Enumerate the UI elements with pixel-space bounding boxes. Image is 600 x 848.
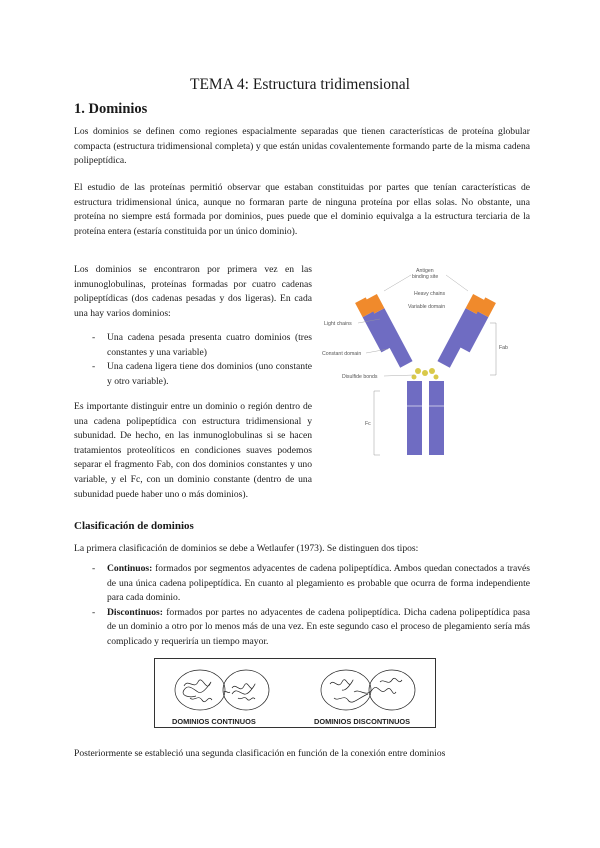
paragraph-study: El estudio de las proteínas permitió observar que estaban constituidas por partes que tenían características de estructura tridimensional única, aunque no formaran parte de ninguna proteína por ellas solas. No obstante, una proteína no siempre está formada por dominios, pues puede que el dominio equivalga a la estructura terciaria de la proteína entera (estaría constituida por un único dominio).	[74, 182, 530, 237]
paragraph-subunit: Es importante distinguir entre un dominio o región dentro de una cadena polipeptídica con estructura tridimensional y subunidad. De hecho, en las inmunoglobulinas si se hacen tratamientos proteolíticos en condiciones suaves podemos separar el fragmento Fab, con dos dominios constantes y uno variable, y el Fc, con un dominio constante (dentro de una subunidad puede haber uno o más dominios).	[74, 401, 312, 500]
list-item: - Una cadena ligera tiene dos dominios (uno constante y otro variable).	[74, 360, 312, 389]
paragraph-immunoglobulins: Los dominios se encontraron por primera vez en las inmunoglobulinas, proteínas formadas por cuatro cadenas polipeptídicas (dos cadenas pesadas y dos ligeras). En cada una hay varios dominios:	[74, 264, 312, 319]
paragraph-second-classification: Posteriormente se estableció una segunda clasificación en función de la conexión entre dominios	[74, 748, 446, 759]
label-antigen: Antigen	[416, 268, 434, 274]
term-continuous: Continuos:	[107, 563, 153, 574]
label-fc: Fc	[365, 421, 371, 427]
list-item-discontinuous	[74, 606, 530, 650]
caption-continuous: DOMINIOS CONTINUOS	[172, 717, 256, 726]
domain-types-list	[74, 562, 530, 650]
label-constant-domain: Constant domain	[322, 351, 362, 357]
ig-domain-list	[74, 331, 312, 389]
caption-discontinuous: DOMINIOS DISCONTINUOS	[314, 717, 411, 726]
heavy-chain-stem-right	[429, 381, 444, 455]
page-title: TEMA 4: Estructura tridimensional	[190, 76, 410, 93]
domains-diagram	[154, 658, 436, 728]
label-fab: Fab	[499, 345, 508, 351]
definition-discontinuous: formados por partes no adyacentes de cadena polipeptídica. Dicha cadena polipeptídica pasa de un dominio a otro por lo menos más de una vez. En este segundo caso el proceso de plegamiento sería más complicado y requeriría un tiempo mayor.	[107, 606, 530, 647]
disulfide-bonds	[412, 368, 439, 380]
paragraph-wetlaufer: La primera clasificación de dominios se debe a Wetlaufer (1973). Se distinguen dos tipos:	[74, 543, 419, 554]
label-binding-site: binding site	[412, 274, 439, 280]
label-variable-domain: Variable domain	[408, 304, 446, 310]
term-discontinuous: Discontinuos:	[107, 606, 163, 618]
list-item: - Una cadena pesada presenta cuatro dominios (tres constantes y una variable)	[74, 331, 312, 360]
label-light-chains: Light chains	[324, 321, 352, 327]
antibody-diagram	[318, 263, 530, 463]
paragraph-definition: Los dominios se definen como regiones espacialmente separadas que tienen características de proteína globular compacta (estructura tridimensional completa) y que están unidas covalentemente formando parte de la misma cadena polipeptídica.	[74, 126, 530, 167]
list-item-continuous	[74, 562, 530, 606]
label-disulfide-bonds: Disulfide bonds	[342, 374, 378, 380]
subheading-classification: Clasificación de dominios	[74, 520, 194, 532]
heavy-chain-stem-left	[407, 381, 422, 455]
label-heavy-chains: Heavy chains	[414, 291, 446, 297]
definition-continuous: formados por segmentos adyacentes de cadena polipeptídica. Ambos quedan conectados a través de una única cadena polipeptídica. En cuanto al plegamiento es probable que ocurra de forma independiente para cada dominio.	[107, 563, 530, 604]
section-heading: 1. Dominios	[74, 101, 148, 117]
